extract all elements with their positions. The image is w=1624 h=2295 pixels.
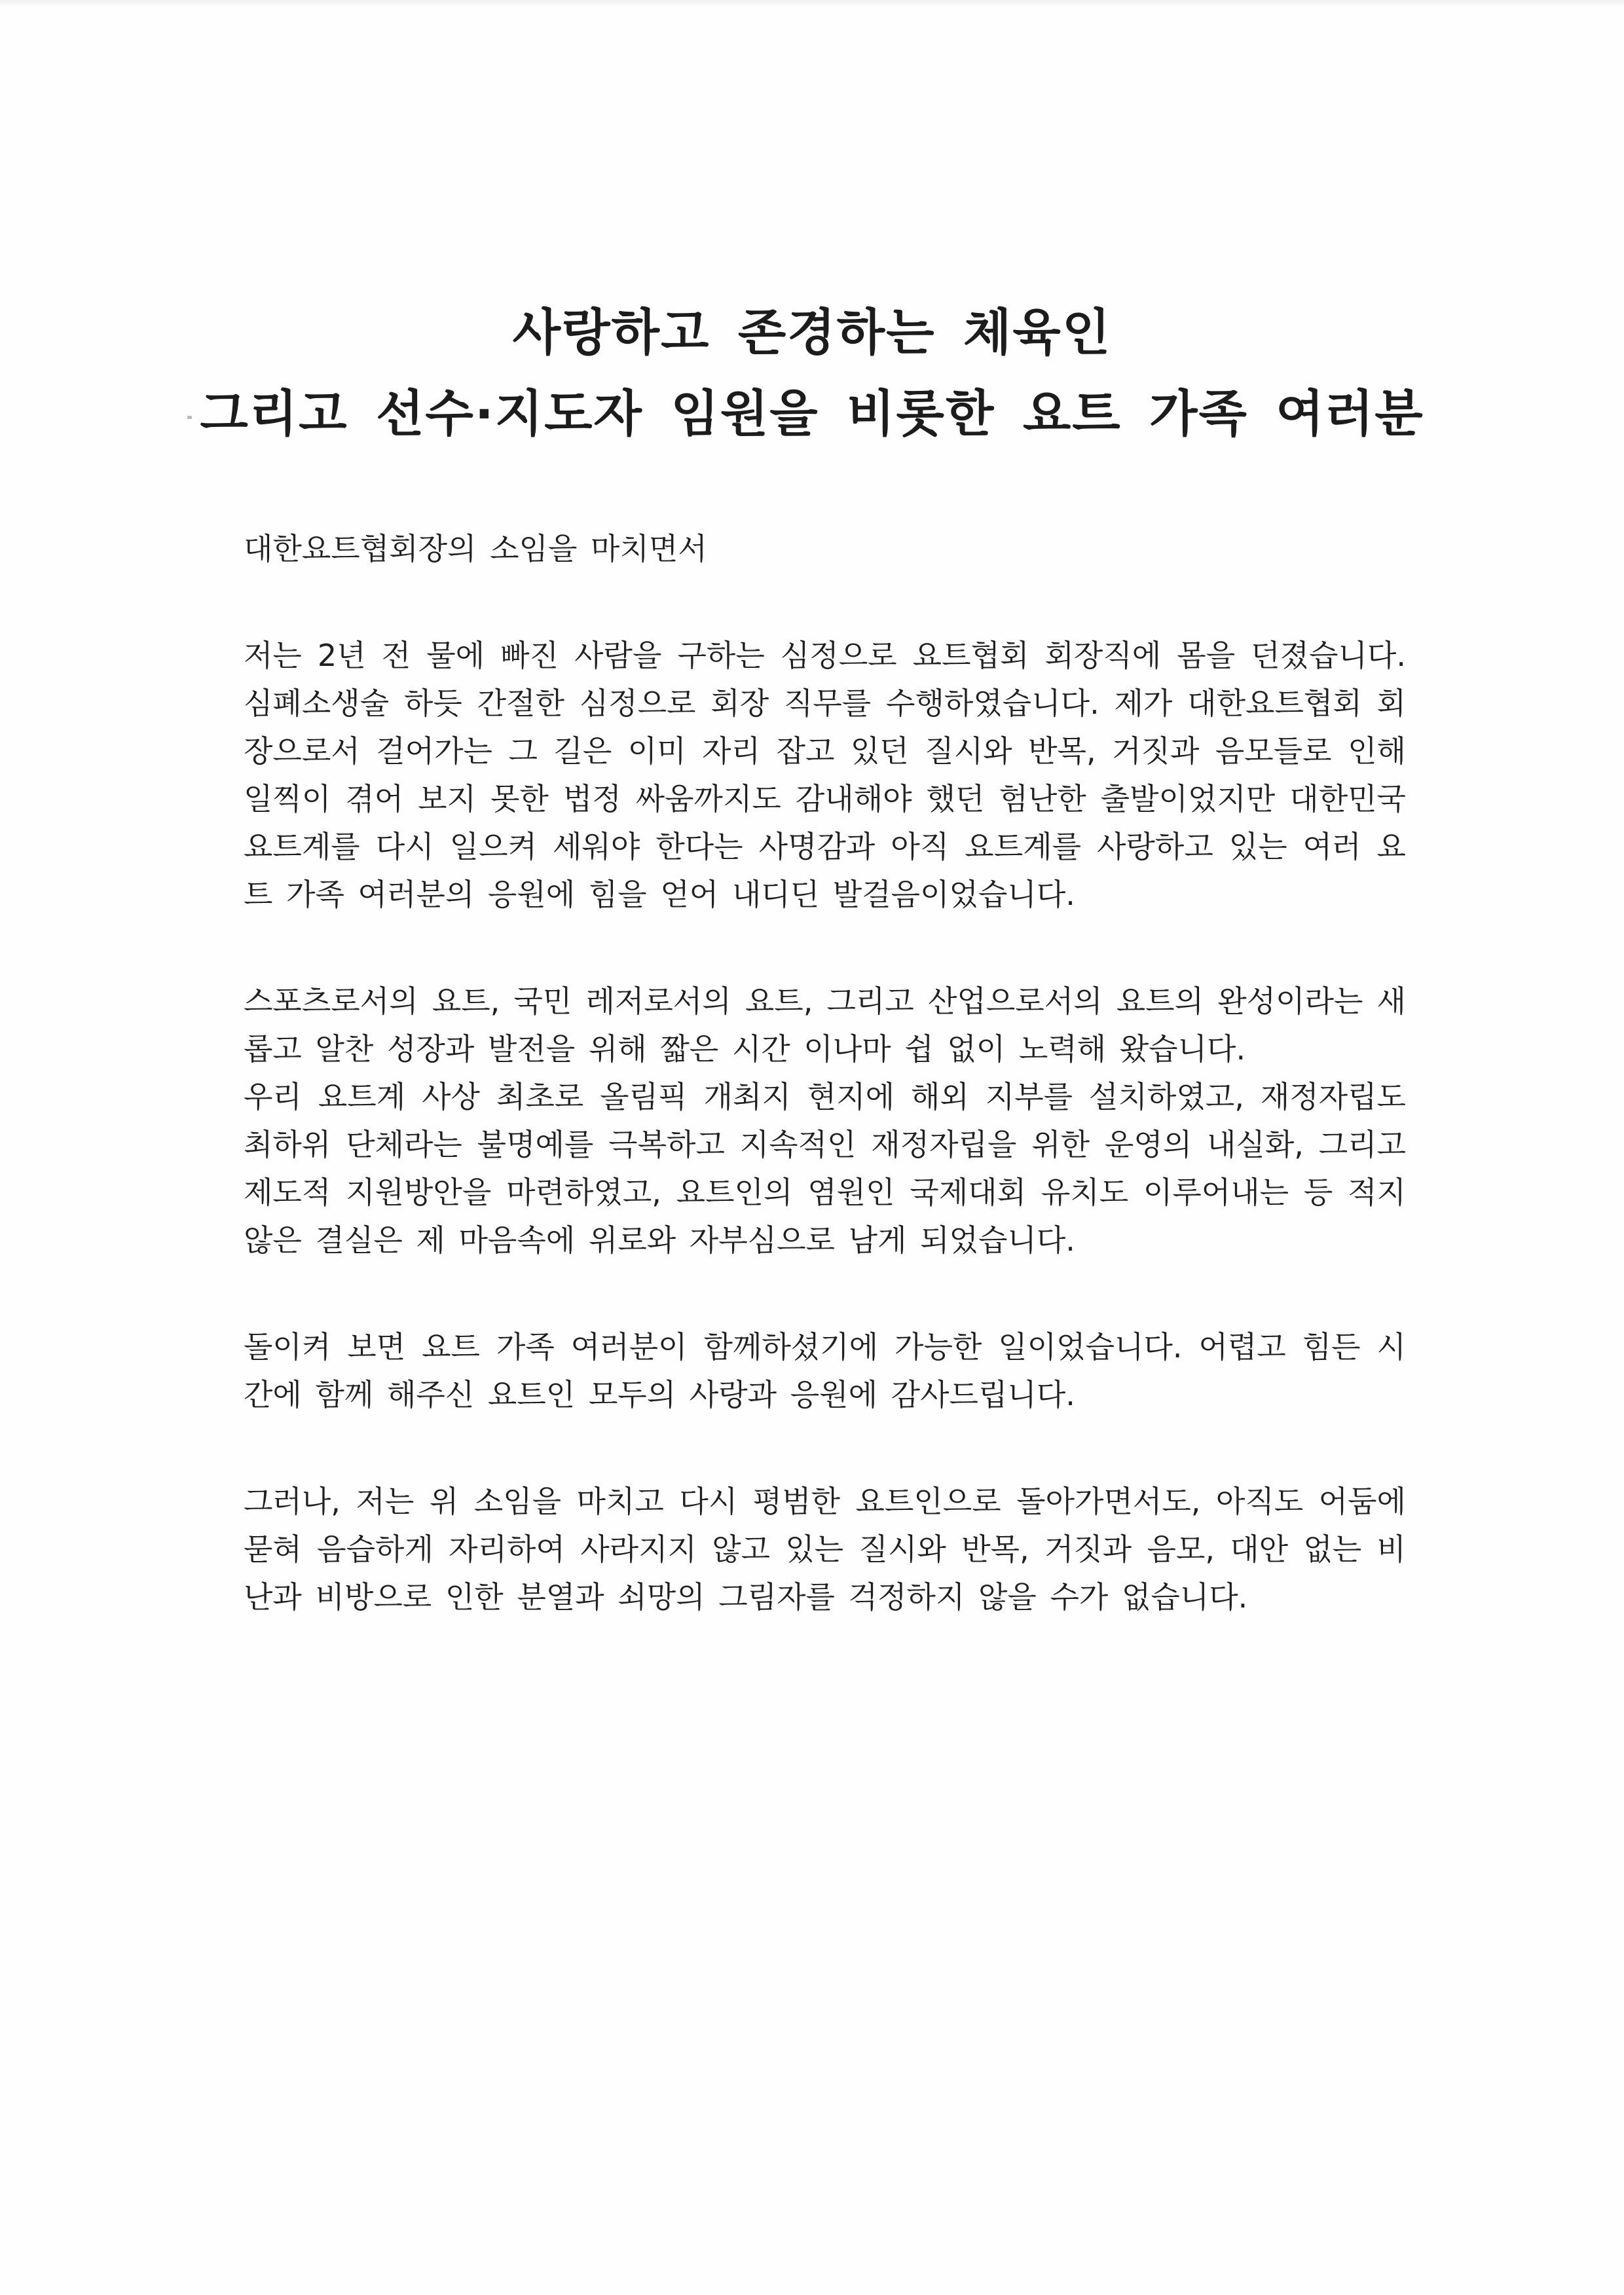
scan-top-edge <box>0 0 1624 8</box>
paragraph-3: 우리 요트계 사상 최초로 올림픽 개최지 현지에 해외 지부를 설치하였고, 재정자립도 최하위 단체라는 불명예를 극복하고 지속적인 재정자립을 위한 운영의 내실화, 그리고 제도적 지원방안을 마련하였고, 요트인의 염원인 국제대회 유치도 이루어내는 등 적지 않은 결실은 제 마음속에 위로와 자부심으로 남게 되었습니다. <box>244 1079 1406 1258</box>
paragraph-4: 돌이켜 보면 요트 가족 여러분이 함께하셨기에 가능한 일이었습니다. 어렵고 힘든 시간에 함께 해주신 요트인 모두의 사랑과 응원에 감사드립니다. <box>244 1329 1406 1412</box>
subheading: 대한요트협회장의 소임을 마치면서 <box>244 531 707 566</box>
paragraph-2: 스포츠로서의 요트, 국민 레저로서의 요트, 그리고 산업으로서의 요트의 완성이라는 새롭고 알찬 성장과 발전을 위해 짧은 시간 이나마 쉽 없이 노력해 왔습니다. <box>244 983 1406 1067</box>
paragraph-5: 그러나, 저는 위 소임을 마치고 다시 평범한 요트인으로 돌아가면서도, 아직도 어둠에 묻혀 음습하게 자리하여 사라지지 않고 있는 질시와 반목, 거짓과 음모, 대안 없는 비난과 비방으로 인한 분열과 쇠망의 그림자를 걱정하지 않을 수가 없습니다. <box>244 1484 1406 1615</box>
paragraph-1: 저는 2년 전 물에 빠진 사람을 구하는 심정으로 요트협회 회장직에 몸을 던졌습니다. 심폐소생술 하듯 간절한 심정으로 회장 직무를 수행하였습니다. 제가 대한요트협회 회장으로서 걸어가는 그 길은 이미 자리 잡고 있던 질시와 반목, 거짓과 음모들로 인해 일찍이 겪어 보지 못한 법정 싸움까지도 감내해야 했던 험난한 출발이었지만 대한민국 요트계를 다시 일으켜 세워야 한다는 사명감과 아직 요트계를 사랑하고 있는 여러 요트 가족 여러분의 응원에 힘을 얻어 내디딘 발걸음이었습니다. <box>244 638 1406 912</box>
document-title <box>0 292 1624 454</box>
letter-body <box>244 525 1406 1680</box>
title-line-1: 사랑하고 존경하는 체육인 <box>512 303 1112 361</box>
title-line-2: 그리고 선수·지도자 임원을 비롯한 요트 가족 여러분 <box>200 384 1424 443</box>
